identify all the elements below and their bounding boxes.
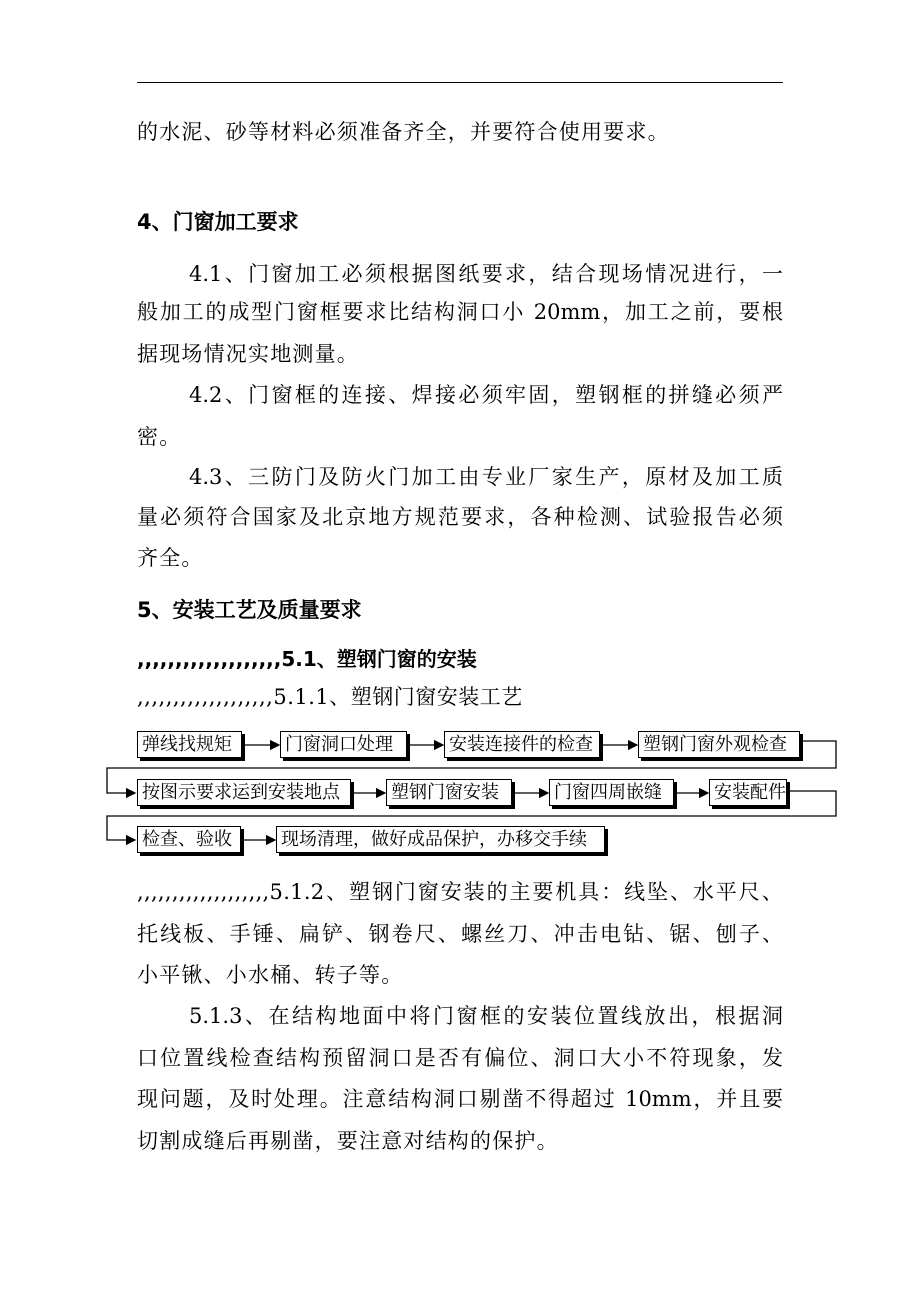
- paragraph-line: ,,,,,,,,,,,,,,,,,,,5.1.2、塑钢门窗安装的主要机具：线坠、水平尺、: [137, 880, 783, 904]
- paragraph-line: 的水泥、砂等材料必须准备齐全，并要符合使用要求。: [137, 120, 670, 144]
- section-heading-5: 5、安装工艺及质量要求: [137, 598, 362, 622]
- flow-step-6: 塑钢门窗安装: [386, 779, 512, 806]
- paragraph-line: 密。: [137, 425, 182, 449]
- paragraph-line: 5.1.3、在结构地面中将门窗框的安装位置线放出，根据洞: [189, 1004, 783, 1028]
- paragraph-line: 量必须符合国家及北京地方规范要求，各种检测、试验报告必须: [137, 505, 783, 529]
- paragraph-line: 般加工的成型门窗框要求比结构洞口小 20mm，加工之前，要根: [137, 300, 783, 324]
- subsection-heading-5-1-1: ,,,,,,,,,,,,,,,,,,,5.1.1、塑钢门窗安装工艺: [137, 685, 523, 709]
- flow-step-4: 塑钢门窗外观检查: [638, 731, 800, 758]
- flow-step-10: 现场清理，做好成品保护，办移交手续: [276, 826, 605, 853]
- paragraph-line: 现问题，及时处理。注意结构洞口剔凿不得超过 10mm，并且要: [137, 1087, 783, 1111]
- flow-step-2: 门窗洞口处理: [280, 731, 407, 758]
- flow-step-3: 安装连接件的检查: [444, 731, 600, 758]
- paragraph-line: 切割成缝后再剔凿，要注意对结构的保护。: [137, 1129, 559, 1153]
- flow-step-7: 门窗四周嵌缝: [549, 779, 674, 806]
- paragraph-line: 4.2、门窗框的连接、焊接必须牢固，塑钢框的拼缝必须严: [189, 383, 783, 407]
- paragraph-line: 小平锹、小水桶、转子等。: [137, 963, 404, 987]
- paragraph-line: 齐全。: [137, 546, 204, 570]
- paragraph-line: 口位置线检查结构预留洞口是否有偏位、洞口大小不符现象，发: [137, 1046, 783, 1070]
- section-heading-4: 4、门窗加工要求: [137, 210, 299, 234]
- paragraph-line: 4.1、门窗加工必须根据图纸要求，结合现场情况进行，一: [189, 262, 783, 286]
- subsection-heading-5-1: ,,,,,,,,,,,,,,,,,,,5.1、塑钢门窗的安装: [137, 647, 477, 671]
- flow-step-1: 弹线找规矩: [137, 731, 242, 758]
- flow-step-5: 按图示要求运到安装地点: [137, 779, 351, 806]
- flow-step-8: 安装配件: [709, 779, 787, 806]
- paragraph-line: 托线板、手锤、扁铲、钢卷尺、螺丝刀、冲击电钻、锯、刨子、: [137, 922, 783, 946]
- paragraph-line: 4.3、三防门及防火门加工由专业厂家生产，原材及加工质: [189, 465, 783, 489]
- paragraph-line: 据现场情况实地测量。: [137, 342, 359, 366]
- flow-step-9: 检查、验收: [137, 826, 241, 853]
